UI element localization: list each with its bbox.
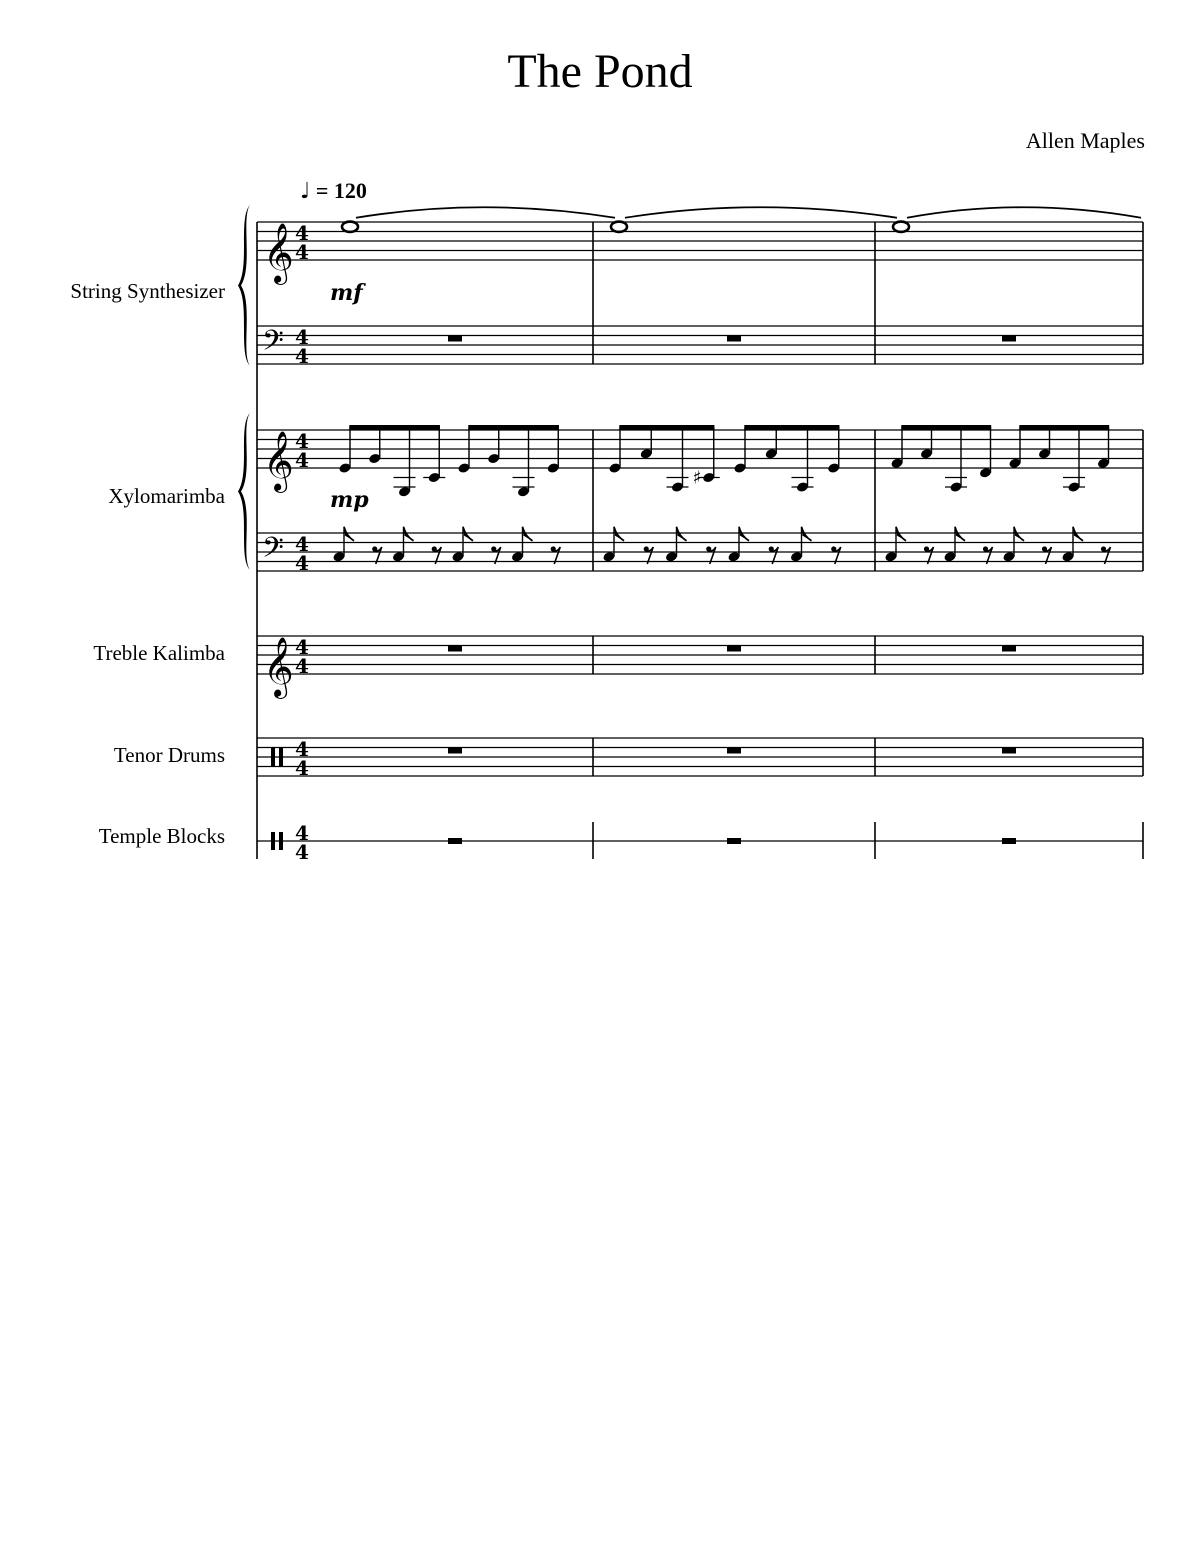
time-signature-denominator: 4	[295, 448, 309, 472]
time-signature-numerator: 4	[295, 737, 309, 761]
beam	[619, 425, 714, 430]
whole-rest	[1002, 646, 1016, 652]
dynamic-marking-mp: mp	[330, 487, 369, 513]
bass-clef-icon: 𝄢	[262, 324, 284, 365]
tempo-text: = 120	[315, 178, 367, 203]
treble-clef-icon: 𝄞	[263, 223, 294, 283]
whole-rest	[1002, 748, 1016, 754]
dynamic-marking-mf: mf	[330, 280, 363, 306]
time-signature-denominator: 4	[295, 840, 309, 864]
bass-clef-icon: 𝄢	[262, 531, 284, 572]
whole-note	[893, 222, 909, 232]
time-signature-numerator: 4	[295, 635, 309, 659]
beam	[1019, 425, 1109, 430]
whole-rest	[727, 838, 741, 844]
time-signature-numerator: 4	[295, 532, 309, 556]
beam	[744, 425, 839, 430]
whole-rest	[448, 336, 462, 342]
beam	[901, 425, 991, 430]
quarter-note-icon: ♩	[300, 179, 311, 204]
note-flag	[614, 527, 624, 541]
note-flag	[677, 527, 687, 541]
brace-icon	[238, 413, 250, 570]
whole-rest	[727, 748, 741, 754]
time-signature-numerator: 4	[295, 429, 309, 453]
percussion-clef-icon	[271, 748, 275, 766]
note-flag	[955, 527, 965, 541]
beam	[468, 425, 559, 430]
time-signature-denominator: 4	[295, 654, 309, 678]
tie	[356, 207, 615, 218]
note-flag	[523, 527, 533, 541]
instrument-label-string-synthesizer: String Synthesizer	[70, 279, 225, 303]
treble-clef-icon: 𝄞	[263, 637, 294, 697]
instrument-label-tenor-drums: Tenor Drums	[113, 743, 225, 767]
sharp-icon: ♯	[692, 467, 702, 489]
whole-note	[611, 222, 627, 232]
whole-rest	[448, 748, 462, 754]
note-flag	[802, 527, 812, 541]
time-signature-numerator: 4	[295, 325, 309, 349]
time-signature-numerator: 4	[295, 821, 309, 845]
note-flag	[739, 527, 749, 541]
tie	[907, 207, 1141, 218]
note-flag	[404, 527, 414, 541]
whole-rest	[1002, 838, 1016, 844]
time-signature-denominator: 4	[295, 551, 309, 575]
composer-name: Allen Maples	[1025, 128, 1145, 153]
instrument-label-temple-blocks: Temple Blocks	[98, 824, 225, 848]
time-signature-numerator: 4	[295, 221, 309, 245]
percussion-clef-icon	[279, 748, 283, 766]
time-signature-denominator: 4	[295, 240, 309, 264]
time-signature-denominator: 4	[295, 344, 309, 368]
time-signature-denominator: 4	[295, 756, 309, 780]
note-flag	[896, 527, 906, 541]
treble-clef-icon: 𝄞	[263, 431, 294, 491]
note-flag	[1014, 527, 1024, 541]
instrument-label-xylomarimba: Xylomarimba	[108, 484, 225, 508]
whole-rest	[1002, 336, 1016, 342]
score-title: The Pond	[507, 45, 693, 98]
percussion-clef-icon	[271, 832, 275, 850]
tie	[625, 207, 897, 218]
percussion-clef-icon	[279, 832, 283, 850]
whole-note	[342, 222, 358, 232]
whole-rest	[448, 646, 462, 652]
instrument-label-treble-kalimba: Treble Kalimba	[93, 641, 225, 665]
whole-rest	[727, 336, 741, 342]
whole-rest	[448, 838, 462, 844]
note-flag	[1073, 527, 1083, 541]
note-flag	[463, 527, 473, 541]
brace-icon	[238, 205, 250, 366]
beam	[349, 425, 440, 430]
whole-rest	[727, 646, 741, 652]
note-flag	[344, 527, 354, 541]
